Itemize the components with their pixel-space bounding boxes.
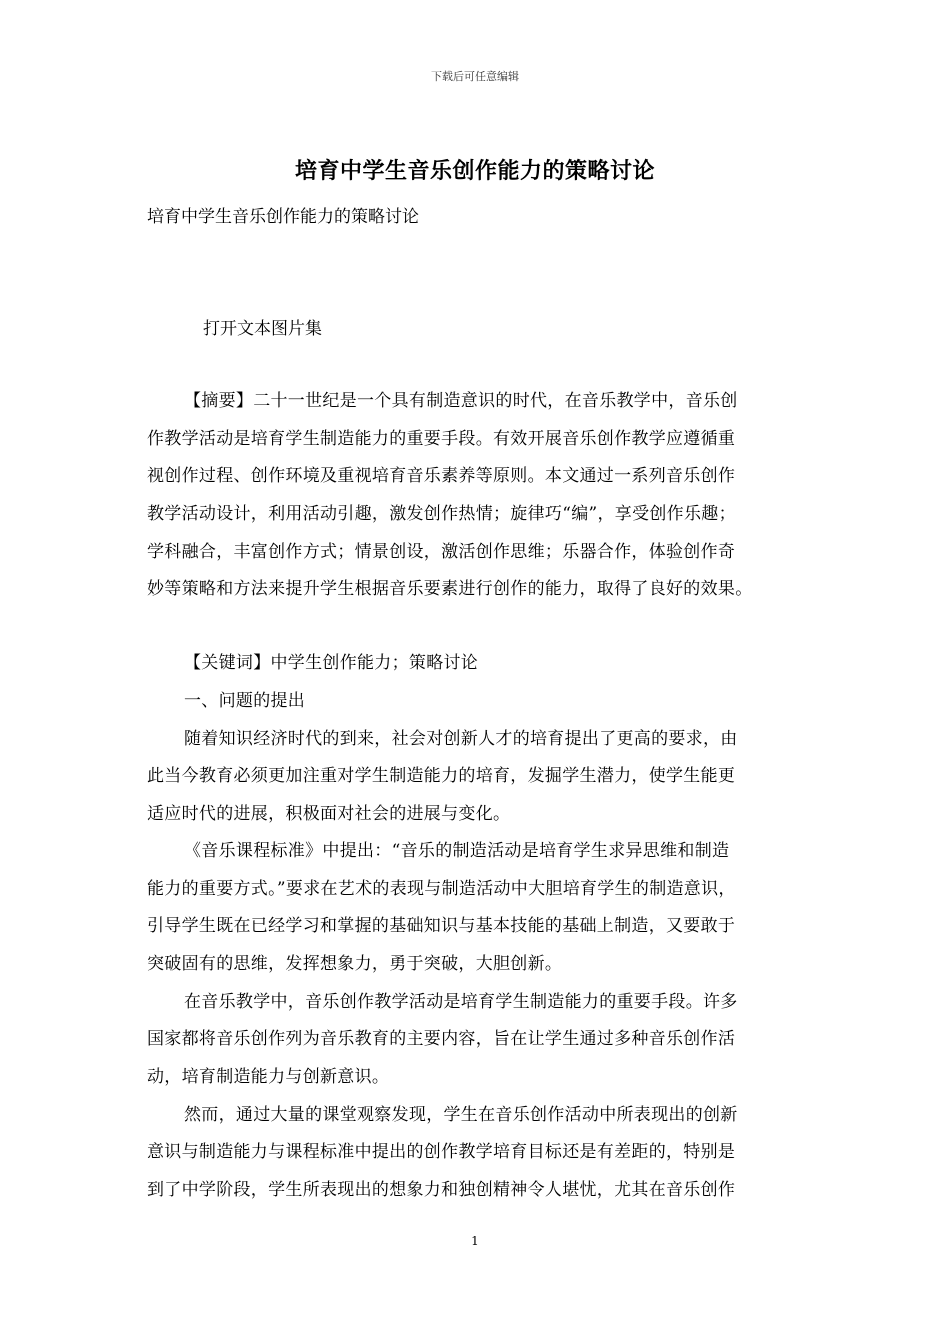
abstract-line: 教学活动设计，利用活动引趣，激发创作热情；旋律巧“编”，享受创作乐趣； — [147, 504, 736, 524]
section-heading: 一、问题的提出 — [184, 691, 306, 711]
paragraph-line: 动，培育制造能力与创新意识。 — [147, 1067, 390, 1087]
header-note: 下载后可任意编辑 — [431, 70, 519, 83]
paragraph-line: 国家都将音乐创作列为音乐教育的主要内容，旨在让学生通过多种音乐创作活 — [147, 1029, 736, 1049]
document-title: 培育中学生音乐创作能力的策略讨论 — [294, 158, 655, 184]
paragraph-line: 引导学生既在已经学习和掌握的基础知识与基本技能的基础上制造，又要敢于 — [147, 916, 736, 936]
abstract-line: 视创作过程、创作环境及重视培育音乐素养等原则。本文通过一系列音乐创作 — [147, 466, 736, 486]
paragraph-line: 能力的重要方式。”要求在艺术的表现与制造活动中大胆培育学生的制造意识， — [147, 879, 736, 899]
paragraph-line: 意识与制造能力与课程标准中提出的创作教学培育目标还是有差距的，特别是 — [147, 1142, 736, 1162]
document-subtitle: 培育中学生音乐创作能力的策略讨论 — [147, 207, 419, 227]
open-image-gallery-link[interactable]: 打开文本图片集 — [203, 319, 322, 339]
paragraph-line: 到了中学阶段，学生所表现出的想象力和独创精神令人堪忧，尤其在音乐创作 — [147, 1180, 736, 1200]
paragraph-line: 在音乐教学中，音乐创作教学活动是培育学生制造能力的重要手段。许多 — [184, 992, 738, 1012]
paragraph-line: 适应时代的进展，积极面对社会的进展与变化。 — [147, 804, 511, 824]
paragraph-line: 然而，通过大量的课堂观察发现，学生在音乐创作活动中所表现出的创新 — [184, 1105, 738, 1125]
keywords: 【关键词】中学生创作能力；策略讨论 — [184, 653, 479, 673]
paragraph-line: 突破固有的思维，发挥想象力，勇于突破，大胆创新。 — [147, 954, 563, 974]
paragraph-line: 随着知识经济时代的到来，社会对创新人才的培育提出了更高的要求，由 — [184, 729, 738, 749]
abstract-line: 作教学活动是培育学生制造能力的重要手段。有效开展音乐创作教学应遵循重 — [147, 429, 736, 449]
paragraph-line: 此当今教育必须更加注重对学生制造能力的培育，发掘学生潜力，使学生能更 — [147, 766, 736, 786]
page-number: 1 — [471, 1234, 479, 1248]
abstract-line: 学科融合，丰富创作方式；情景创设，激活创作思维；乐器合作，体验创作奇 — [147, 542, 736, 562]
abstract-line: 【摘要】二十一世纪是一个具有制造意识的时代，在音乐教学中，音乐创 — [184, 391, 738, 411]
paragraph-line: 《音乐课程标准》中提出：“音乐的制造活动是培育学生求异思维和制造 — [184, 841, 730, 861]
abstract-line: 妙等策略和方法来提升学生根据音乐要素进行创作的能力，取得了良好的效果。 — [147, 579, 753, 599]
